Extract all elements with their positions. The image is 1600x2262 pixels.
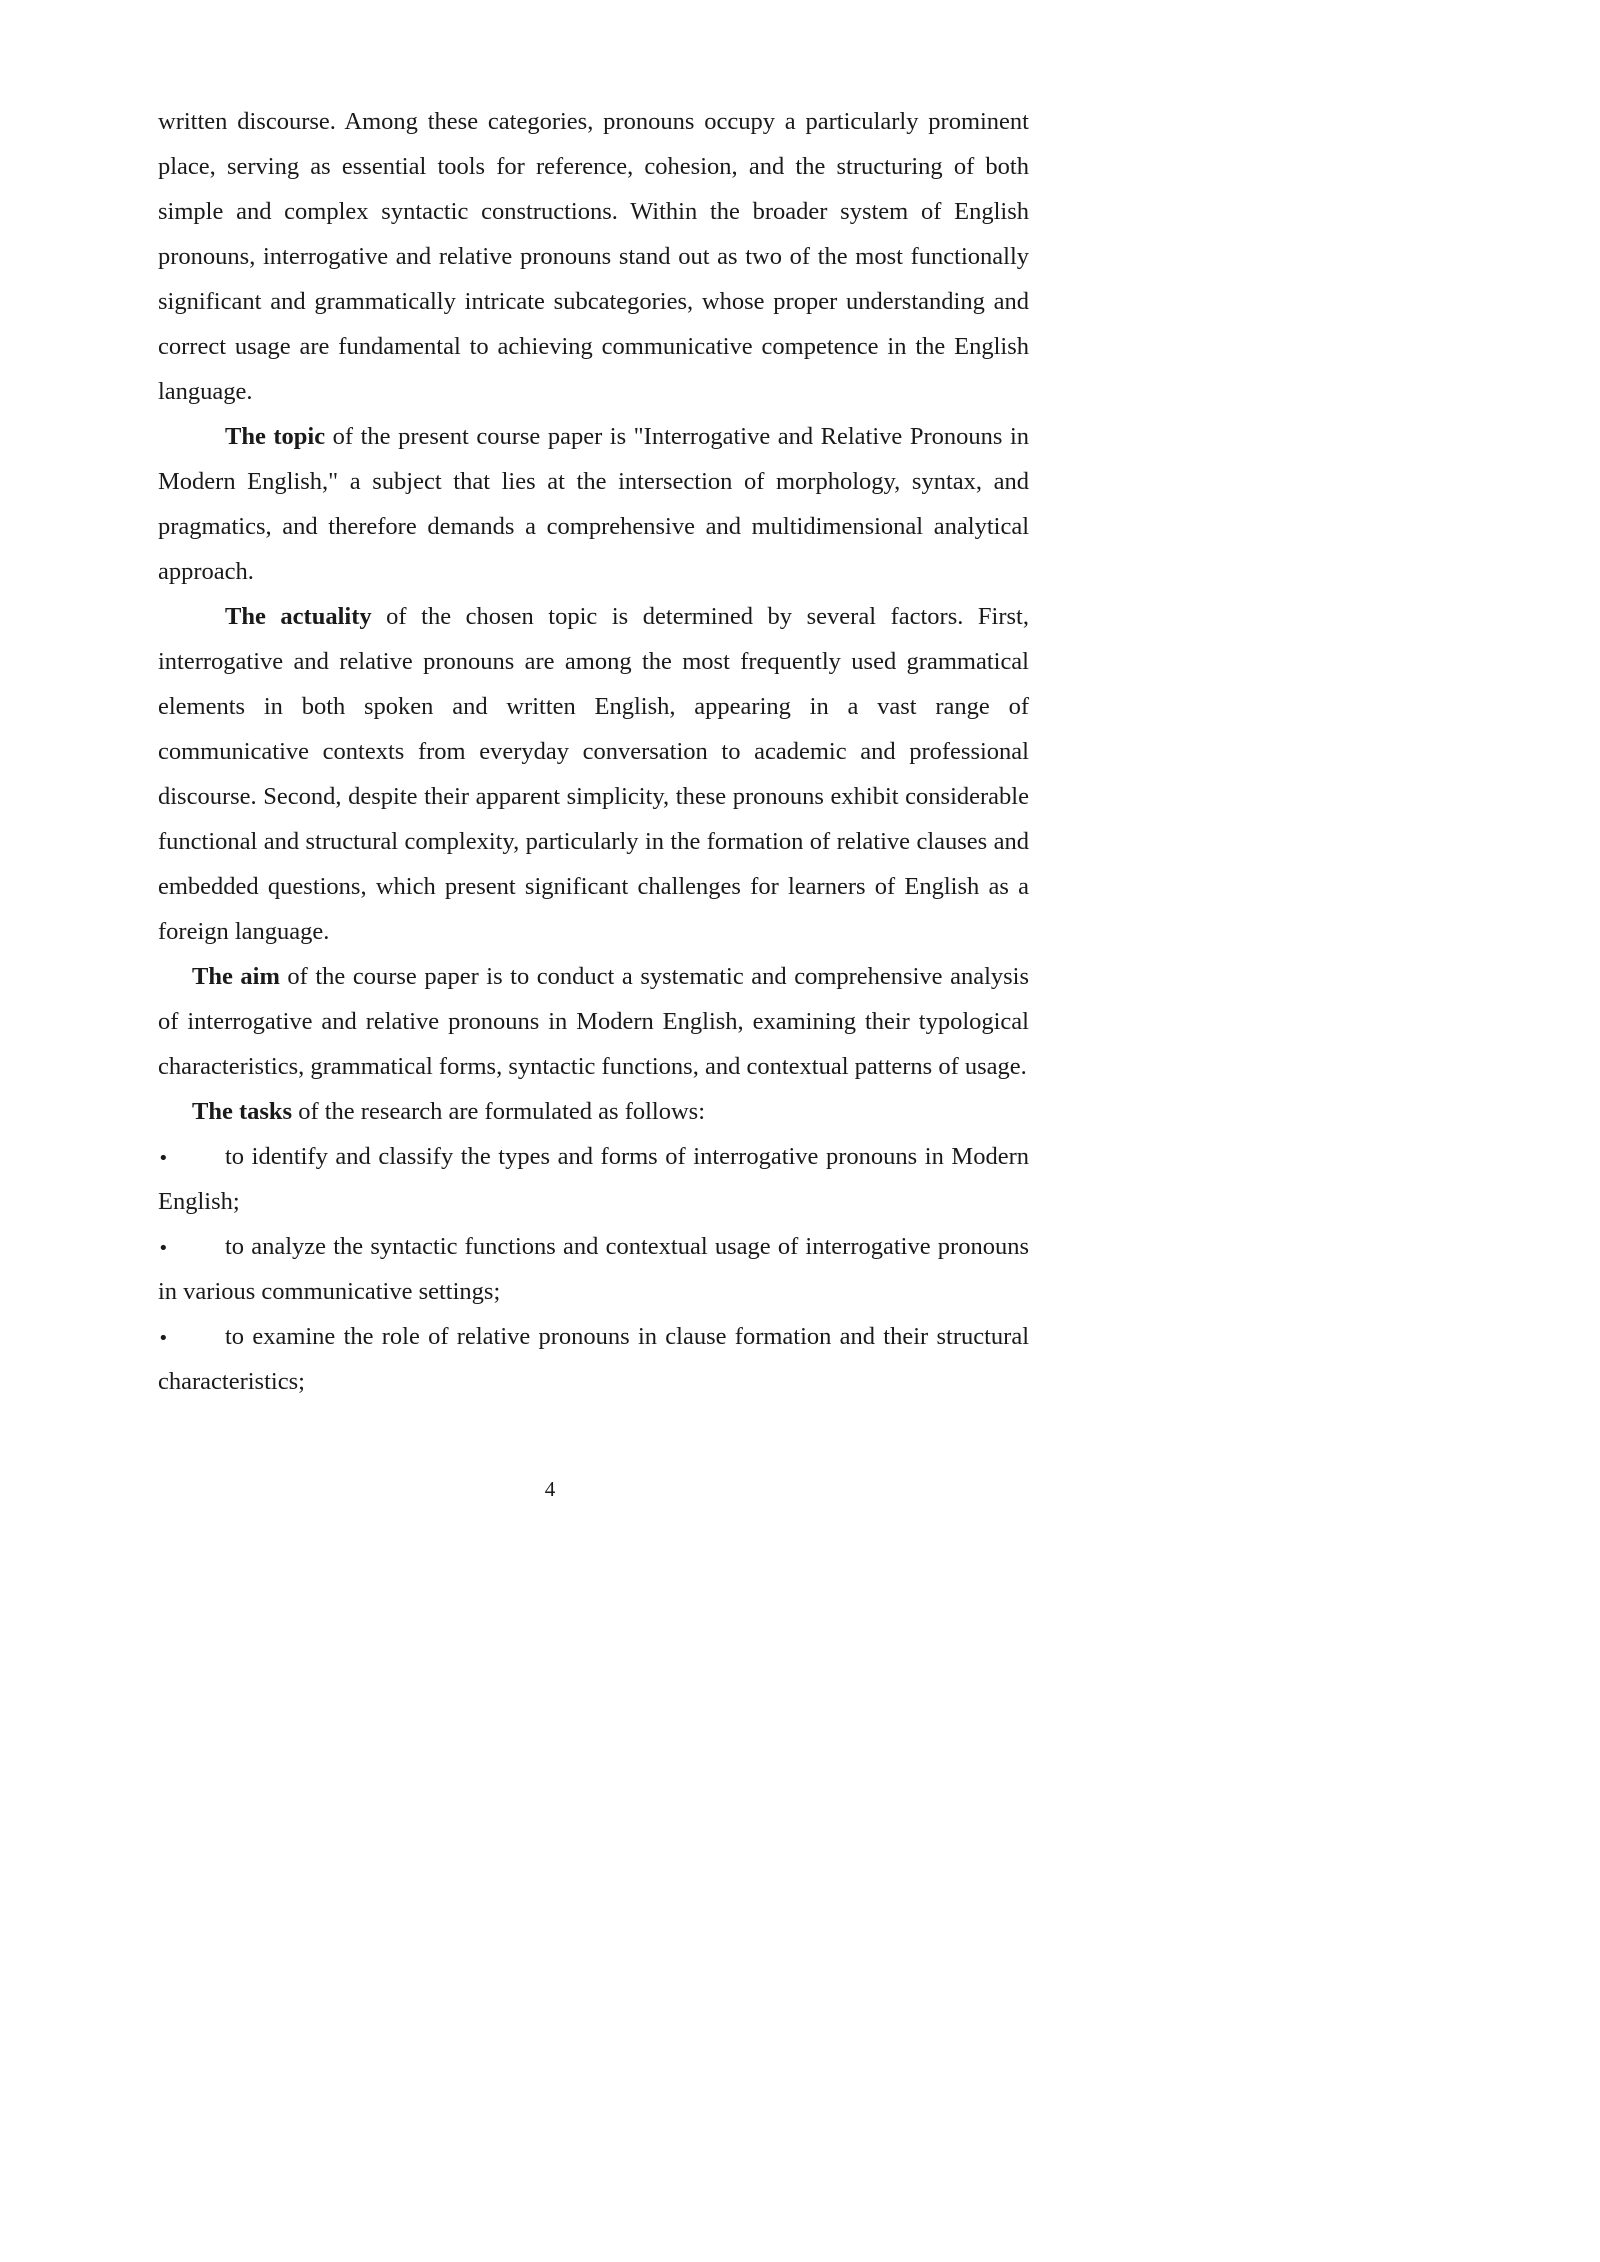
tasks-paragraph [158, 1089, 1029, 1134]
page-number: 4 [544, 1477, 556, 1501]
task-list-item [158, 1134, 1029, 1224]
task-item-text: to analyze the syntactic functions and contextual usage of interrogative pronouns in various communicative settings; [158, 1233, 1029, 1305]
actuality-paragraph [158, 594, 1029, 954]
topic-paragraph [158, 414, 1029, 594]
task-list-item [158, 1314, 1029, 1404]
document-body [158, 99, 1029, 1404]
intro-paragraph: written discourse. Among these categories, pronouns occupy a particularly prominent place, serving as essential tools for reference, cohesion, and the structuring of both simple and complex syntactic constructions. Within the broader system of English pronouns, interrogative and relative pronouns stand out as two of the most functionally significant and grammatically intricate subcategories, whose proper understanding and correct usage are fundamental to achieving communicative competence in the English language. [158, 108, 1029, 405]
topic-label: The topic [225, 423, 326, 450]
bullet-icon [158, 1314, 169, 1361]
tasks-label: The tasks [192, 1098, 293, 1125]
bullet-icon [158, 1134, 169, 1181]
aim-paragraph [158, 954, 1029, 1089]
topic-text: of the present course paper is "Interrogative and Relative Pronouns in Modern English," a subject that lies at the intersection of morphology, syntax, and pragmatics, and therefore demands a comprehensive and multidimensional analytical approach. [158, 423, 1030, 585]
tasks-text: of the research are formulated as follows: [292, 1098, 706, 1125]
aim-label: The aim [192, 963, 280, 990]
task-item-text: to examine the role of relative pronouns in clause formation and their structural characteristics; [158, 1323, 1029, 1395]
bullet-icon [158, 1224, 169, 1271]
actuality-label: The actuality [225, 603, 372, 630]
actuality-text: of the chosen topic is determined by several factors. First, interrogative and relative pronouns are among the most frequently used grammatical elements in both spoken and written English, appearing in a vast range of communicative contexts from everyday conversation to academic and professional discourse. Second, despite their apparent simplicity, these pronouns exhibit considerable functional and structural complexity, particularly in the formation of relative clauses and embedded questions, which present significant challenges for learners of English as a foreign language. [158, 603, 1029, 945]
task-list-item [158, 1224, 1029, 1314]
task-item-text: to identify and classify the types and forms of interrogative pronouns in Modern English; [158, 1143, 1029, 1215]
aim-text: of the course paper is to conduct a systematic and comprehensive analysis of interrogative and relative pronouns in Modern English, examining their typological characteristics, grammatical forms, syntactic functions, and contextual patterns of usage. [158, 963, 1029, 1080]
